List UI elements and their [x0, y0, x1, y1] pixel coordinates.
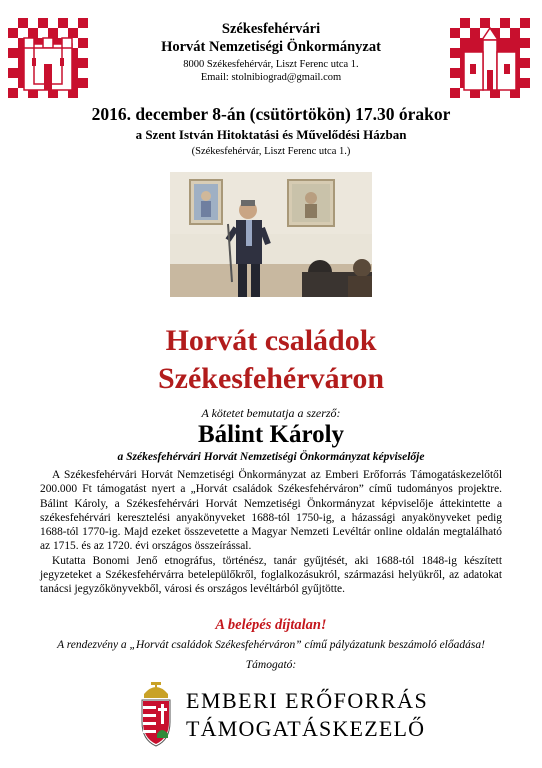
organisation-name-line1: Székesfehérvári — [221, 21, 321, 37]
organisation-email: Email: stolnibiograd@gmail.com — [200, 72, 342, 83]
event-title-line2: Székesfehérváron — [157, 362, 385, 395]
hungarian-coat-of-arms-icon — [138, 682, 174, 748]
description-text — [40, 468, 502, 597]
free-entry-notice: A belépés díjtalan! — [215, 617, 327, 633]
presenter-role: a Székesfehérvári Horvát Nemzetiségi Önkormányzat képviselője — [117, 451, 425, 463]
coat-of-arms-right-icon — [450, 18, 530, 98]
support-label: Támogató: — [245, 659, 297, 671]
sponsor-logo — [138, 682, 428, 752]
description-paragraph-1: A Székesfehérvári Horvát Nemzetiségi Önkormányzat az Emberi Erőforrás Támogatáskezelőtől 200.000 Ft támogatást nyert a „Horvát családok Székesfehérváron” című tudományos projektre. Bálint Károly, a Székesfehérvári Horvát Nemzetiségi Önkormányzat képviselője áttekintette a székesfehérvári keresztelési anyakönyveket 1688-tól 1750-ig, a házassági anyakönyveket pedig 1688-tól 1770-ig. Majd ezeket összevetette a Magyar Nemzeti Levéltár online oldalán megtalálható az 1715. és az 1720. évi országos összeírással. — [40, 469, 502, 553]
description-paragraph-2: Kutatta Bonomi Jenő etnográfus, történész, tanár gyűjtését, aki 1688-tól 1848-ig készített jegyzeteket a Székesfehérvárra betelepülőkről, foglalkozásukról, származási helyükről, az adatokat tanácsi jegyzőkönyvekből, városi és országos levéltárból gyűjtötte. — [40, 554, 502, 596]
event-date-time: 2016. december 8-án (csütörtökön) 17.30 órakor — [91, 104, 451, 124]
sponsor-name-line1: EMBERI ERŐFORRÁS — [186, 688, 429, 713]
event-venue-address: (Székesfehérvár, Liszt Ferenc utca 1.) — [191, 146, 351, 157]
presenter-intro: A kötetet bemutatja a szerző: — [201, 406, 341, 420]
event-venue: a Szent István Hitoktatási és Művelődési Házban — [135, 127, 407, 142]
sponsor-name-line2: TÁMOGATÁSKEZELŐ — [186, 716, 426, 741]
organisation-header — [100, 20, 442, 84]
coat-of-arms-left-icon — [8, 18, 88, 98]
event-note: A rendezvény a „Horvát családok Székesfehérváron” című pályázatunk beszámoló előadása! — [57, 639, 485, 651]
organisation-name-line2: Horvát Nemzetiségi Önkormányzat — [161, 39, 381, 55]
event-title-line1: Horvát családok — [165, 324, 377, 357]
organisation-address: 8000 Székesfehérvár, Liszt Ferenc utca 1. — [183, 59, 359, 70]
event-title — [0, 322, 542, 398]
presenter-name: Bálint Károly — [197, 421, 345, 448]
speaker-photo — [170, 172, 372, 297]
